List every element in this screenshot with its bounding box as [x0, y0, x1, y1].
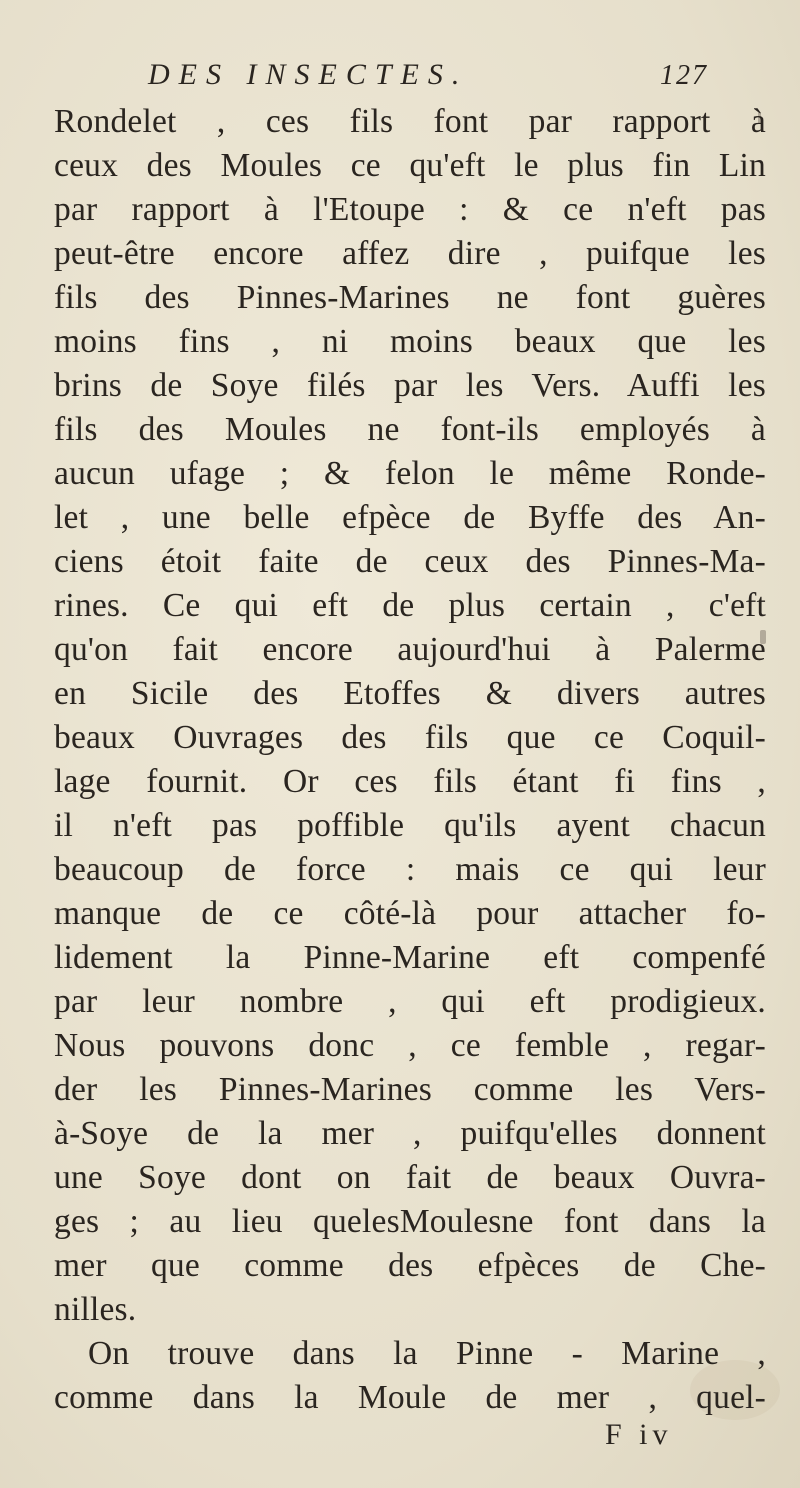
text-line: fils des Moules ne font-ils employés à: [54, 411, 766, 448]
text-line: beaux Ouvrages des fils que ce Coquil-: [54, 719, 766, 756]
page-header: [148, 52, 708, 102]
text-line: peut-être encore affez dire , puifque les: [54, 235, 766, 272]
text-line: par leur nombre , qui eft prodigieux.: [54, 983, 766, 1020]
text-line: mer que comme des efpèces de Che-: [54, 1247, 766, 1284]
text-line: rines. Ce qui eft de plus certain , c'eft: [54, 587, 766, 624]
text-line: beaucoup de force : mais ce qui leur: [54, 851, 766, 888]
text-line: Rondelet , ces fils font par rapport à: [54, 103, 766, 140]
text-line: On trouve dans la Pinne - Marine ,: [88, 1335, 766, 1372]
text-line: à-Soye de la mer , puifqu'elles donnent: [54, 1115, 766, 1152]
text-line: ciens étoit faite de ceux des Pinnes-Ma-: [54, 543, 766, 580]
text-line: der les Pinnes-Marines comme les Vers-: [54, 1071, 766, 1108]
text-line: en Sicile des Etoffes & divers autres: [54, 675, 766, 712]
text-line: let , une belle efpèce de Byffe des An-: [54, 499, 766, 536]
text-line: moins fins , ni moins beaux que les: [54, 323, 766, 360]
text-line: une Soye dont on fait de beaux Ouvra-: [54, 1159, 766, 1196]
text-line: brins de Soye filés par les Vers. Auffi les: [54, 367, 766, 404]
page-number: 127: [660, 60, 708, 91]
text-line: ceux des Moules ce qu'eft le plus fin Lin: [54, 147, 766, 184]
text-line: fils des Pinnes-Marines ne font guères: [54, 279, 766, 316]
text-line: Nous pouvons donc , ce femble , regar-: [54, 1027, 766, 1064]
signature-mark: F iv: [605, 1418, 673, 1451]
text-line: lidement la Pinne-Marine eft compenfé: [54, 939, 766, 976]
text-line: comme dans la Moule de mer , quel-: [54, 1379, 766, 1416]
text-line: lage fournit. Or ces fils étant fi fins ,: [54, 763, 766, 800]
text-line: qu'on fait encore aujourd'hui à Palerme: [54, 631, 766, 668]
text-line: nilles.: [54, 1291, 137, 1328]
text-line: il n'eft pas poffible qu'ils ayent chacun: [54, 807, 766, 844]
text-line: par rapport à l'Etoupe : & ce n'eft pas: [54, 191, 766, 228]
text-line: manque de ce côté-là pour attacher fo-: [54, 895, 766, 932]
text-line: ges ; au lieu quelesMoulesne font dans la: [54, 1203, 766, 1240]
text-line: aucun ufage ; & felon le même Ronde-: [54, 455, 766, 492]
running-title: DES INSECTES.: [148, 58, 469, 91]
